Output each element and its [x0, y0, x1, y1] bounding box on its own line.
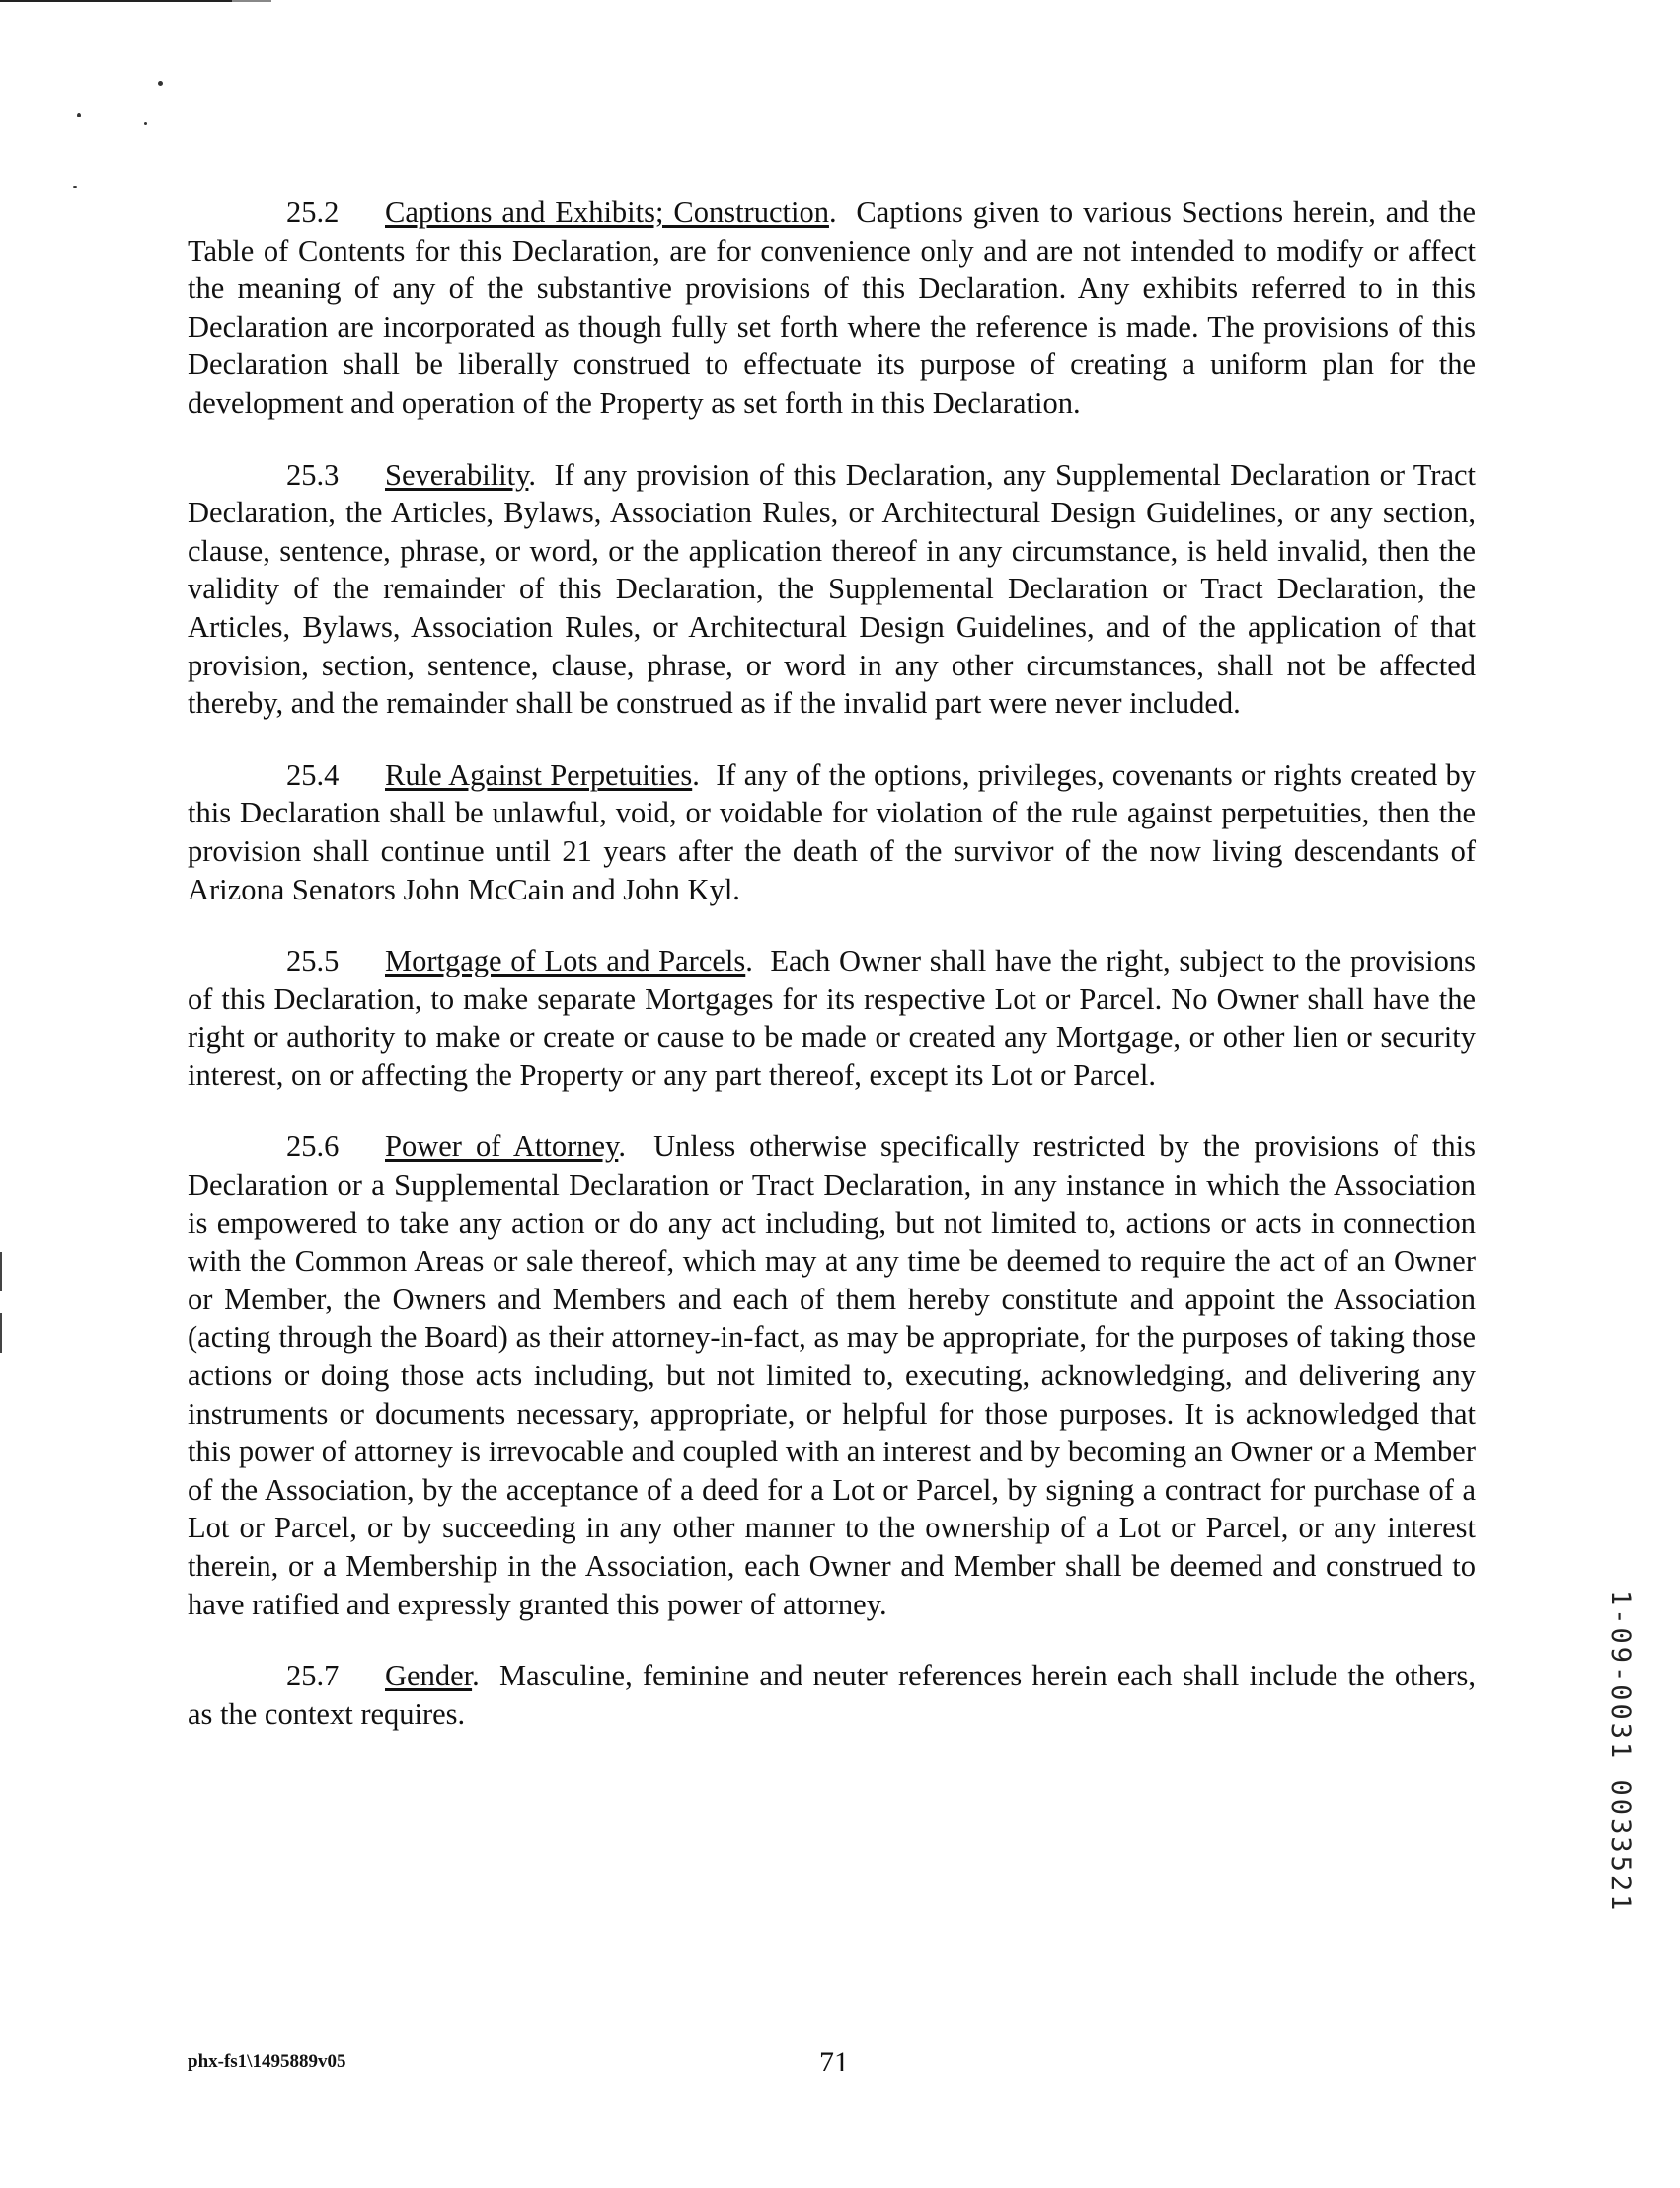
section-number: 25.4 [286, 757, 340, 792]
section-number: 25.6 [286, 1130, 340, 1164]
section-25-5: 25.5 Mortgage of Lots and Parcels. Each Owner shall have the right, subject to the provisions of this Declaration, to make separate Mortgages for its respective Lot or Parcel. No Owner shall have the right or authority to make or create or cause to be made or created any Mortgage, or other lien or security interest, on or affecting the Property or any part thereof, except its Lot or Parcel. [188, 944, 1477, 1092]
section-text: If any of the options, privileges, covenants or rights created by this Declaration shall be unlawful, void, or voidable for violation of the rule against perpetuities, then the provision shall continue until 21 years after the death of the survivor of the now living descendants of Arizona Senators John McCain and John Kyl. [188, 757, 1476, 906]
section-heading: Severability [385, 457, 529, 492]
scan-speck [77, 113, 81, 117]
section-heading: Power of Attorney [385, 1130, 619, 1164]
section-heading: Gender [385, 1659, 473, 1693]
recording-stamp: 1-09-0031 0033521 [1605, 1590, 1636, 1914]
section-heading: Captions and Exhibits; Construction [385, 195, 829, 229]
section-text: Masculine, feminine and neuter references herein each shall include the others, as the context requires. [188, 1659, 1477, 1731]
section-25-2: 25.2 Captions and Exhibits; Construction. Captions given to various Sections herein, and the Table of Contents for this Declaration, are for convenience only and are not intended to modify or affect the meaning of any of the substantive provisions of this Declaration. Any exhibits referred to in this Declaration are incorporated as though fully set forth where the reference is made. The provisions of this Declaration shall be liberally construed to effectuate its purpose of creating a uniform plan for the development and operation of the Property as set forth in this Declaration. [188, 195, 1476, 420]
section-25-4: 25.4 Rule Against Perpetuities. If any of the options, privileges, covenants or rights created by this Declaration shall be unlawful, void, or voidable for violation of the rule against perpetuities, then the provision shall continue until 21 years after the death of the survivor of the now living descendants of Arizona Senators John McCain and John Kyl. [188, 757, 1476, 906]
scan-speck [73, 186, 77, 188]
section-heading: Rule Against Perpetuities [385, 757, 693, 792]
scan-edge-mark [0, 1252, 2, 1291]
section-25-7: 25.7 Gender. Masculine, feminine and neuter references herein each shall include the others, as the context requires. [188, 1659, 1477, 1731]
document-body [188, 194, 1476, 1766]
section-heading: Mortgage of Lots and Parcels [385, 944, 746, 978]
section-number: 25.2 [286, 195, 340, 229]
page-number: 71 [819, 2046, 849, 2078]
section-text: Each Owner shall have the right, subject to the provisions of this Declaration, to make separate Mortgages for its respective Lot or Parcel. No Owner shall have the right or authority to make or create or cause to be made or created any Mortgage, or other lien or security interest, on or affecting the Property or any part thereof, except its Lot or Parcel. [188, 944, 1477, 1092]
section-text: Captions given to various Sections herein, and the Table of Contents for this Declaration, are for convenience only and are not intended to modify or affect the meaning of any of the substantive provisions of this Declaration. Any exhibits referred to in this Declaration are incorporated as though fully set forth where the reference is made. The provisions of this Declaration shall be liberally construed to effectuate its purpose of creating a uniform plan for the development and operation of the Property as set forth in this Declaration. [188, 195, 1476, 420]
scan-speck [144, 122, 147, 125]
section-text: Unless otherwise specifically restricted by the provisions of this Declaration or a Supplemental Declaration or Tract Declaration, in any instance in which the Association is empowered to take any action or do any act including, but not limited to, actions or acts in connection with the Common Areas or sale thereof, which may at any time be deemed to require the act of an Owner or Member, the Owners and Members and each of them hereby constitute and appoint the Association (acting through the Board) as their attorney-in-fact, as may be appropriate, for the purposes of taking those actions or doing those acts including, but not limited to, executing, acknowledging, and delivering any instruments or documents necessary, appropriate, or helpful for those purposes. It is acknowledged that this power of attorney is irrevocable and coupled with an interest and by becoming an Owner or a Member of the Association, by the acceptance of a deed for a Lot or Parcel, by signing a contract for purchase of a Lot or Parcel, or by succeeding in any other manner to the ownership of a Lot or Parcel, or any interest therein, or a Membership in the Association, each Owner and Member shall be deemed and construed to have ratified and expressly granted this power of attorney. [188, 1130, 1476, 1621]
section-25-3: 25.3 Severability. If any provision of this Declaration, any Supplemental Declaration or Tract Declaration, the Articles, Bylaws, Association Rules, or Architectural Design Guidelines, or any section, clause, sentence, phrase, or word, or the application thereof in any circumstance, is held invalid, then the validity of the remainder of this Declaration, the Supplemental Declaration or Tract Declaration, the Articles, Bylaws, Association Rules, or Architectural Design Guidelines, and of the application of that provision, section, sentence, clause, phrase, or word in any other circumstances, shall not be affected thereby, and the remainder shall be construed as if the invalid part were never included. [188, 457, 1476, 721]
top-rule-tail [232, 0, 271, 2]
section-number: 25.7 [286, 1659, 340, 1693]
section-number: 25.5 [286, 944, 340, 978]
scan-speck [158, 81, 163, 86]
section-number: 25.3 [286, 457, 340, 492]
top-rule [0, 0, 232, 2]
section-25-6: 25.6 Power of Attorney. Unless otherwise specifically restricted by the provisions of this Declaration or a Supplemental Declaration or Tract Declaration, in any instance in which the Association is empowered to take any action or do any act including, but not limited to, actions or acts in connection with the Common Areas or sale thereof, which may at any time be deemed to require the act of an Owner or Member, the Owners and Members and each of them hereby constitute and appoint the Association (acting through the Board) as their attorney-in-fact, as may be appropriate, for the purposes of taking those actions or doing those acts including, but not limited to, executing, acknowledging, and delivering any instruments or documents necessary, appropriate, or helpful for those purposes. It is acknowledged that this power of attorney is irrevocable and coupled with an interest and by becoming an Owner or a Member of the Association, by the acceptance of a deed for a Lot or Parcel, by signing a contract for purchase of a Lot or Parcel, or by succeeding in any other manner to the ownership of a Lot or Parcel, or any interest therein, or a Membership in the Association, each Owner and Member shall be deemed and construed to have ratified and expressly granted this power of attorney. [188, 1130, 1476, 1621]
section-text: If any provision of this Declaration, any Supplemental Declaration or Tract Declaration, the Articles, Bylaws, Association Rules, or Architectural Design Guidelines, or any section, clause, sentence, phrase, or word, or the application thereof in any circumstance, is held invalid, then the validity of the remainder of this Declaration, the Supplemental Declaration or Tract Declaration, the Articles, Bylaws, Association Rules, or Architectural Design Guidelines, and of the application of that provision, section, sentence, clause, phrase, or word in any other circumstances, shall not be affected thereby, and the remainder shall be construed as if the invalid part were never included. [188, 457, 1476, 721]
scan-edge-mark [0, 1313, 2, 1353]
document-id: phx-fs1\1495889v05 [188, 2051, 346, 2071]
